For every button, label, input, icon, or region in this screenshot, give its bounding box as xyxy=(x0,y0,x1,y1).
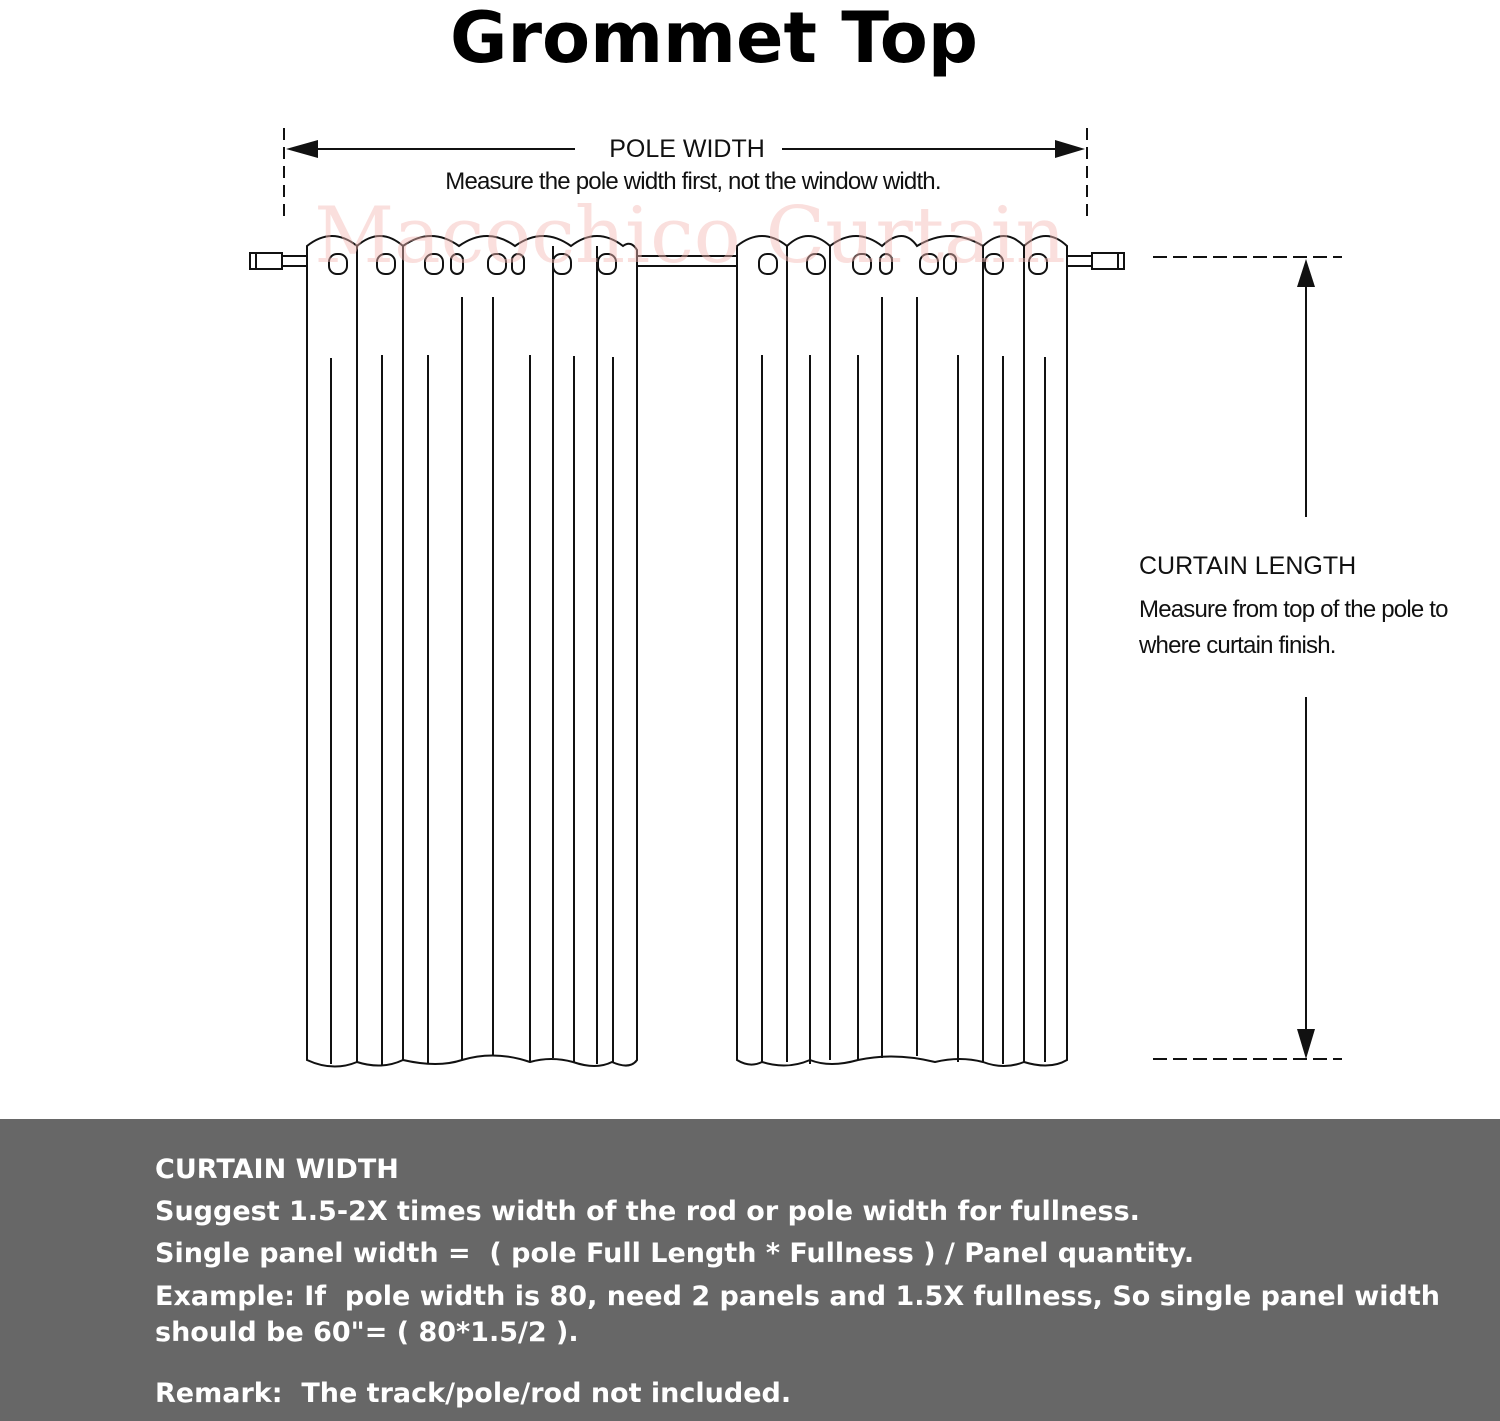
curtain-width-line3: Example: If pole width is 80, need 2 panels and 1.5X fullness, So single panel width xyxy=(155,1281,1440,1312)
pole-width-label: POLE WIDTH xyxy=(609,135,765,163)
curtain-width-heading: CURTAIN WIDTH xyxy=(155,1154,399,1185)
curtain-length-note-line2: where curtain finish. xyxy=(1139,632,1336,659)
pole-width-note: Measure the pole width first, not the window width. xyxy=(445,168,941,195)
curtain-width-line2: Single panel width = ( pole Full Length * Fullness ) / Panel quantity. xyxy=(155,1238,1195,1269)
remark-text: Remark: The track/pole/rod not included. xyxy=(155,1378,792,1409)
right-arrow-icon xyxy=(1055,140,1085,158)
rod-finial-right xyxy=(1092,253,1124,269)
curtain-length-label: CURTAIN LENGTH xyxy=(1139,552,1357,580)
curtain-width-panel xyxy=(0,1119,1500,1421)
left-curtain-panel-icon xyxy=(307,236,637,1067)
right-curtain-panel-icon xyxy=(737,236,1067,1066)
up-arrow-icon xyxy=(1297,259,1315,287)
left-arrow-icon xyxy=(286,140,318,158)
rod-finial-left xyxy=(250,253,282,269)
curtain-length-dimension xyxy=(1138,257,1448,1059)
page-title: Grommet Top xyxy=(450,0,978,79)
curtain-length-note-line1: Measure from top of the pole to xyxy=(1139,596,1448,623)
down-arrow-icon xyxy=(1297,1029,1315,1059)
curtain-width-text xyxy=(155,1149,1445,1415)
curtain-width-line4: should be 60"= ( 80*1.5/2 ). xyxy=(155,1317,579,1348)
curtain-width-line1: Suggest 1.5-2X times width of the rod or pole width for fullness. xyxy=(155,1196,1140,1227)
watermark-text: Macochico Curtain xyxy=(314,191,1066,281)
